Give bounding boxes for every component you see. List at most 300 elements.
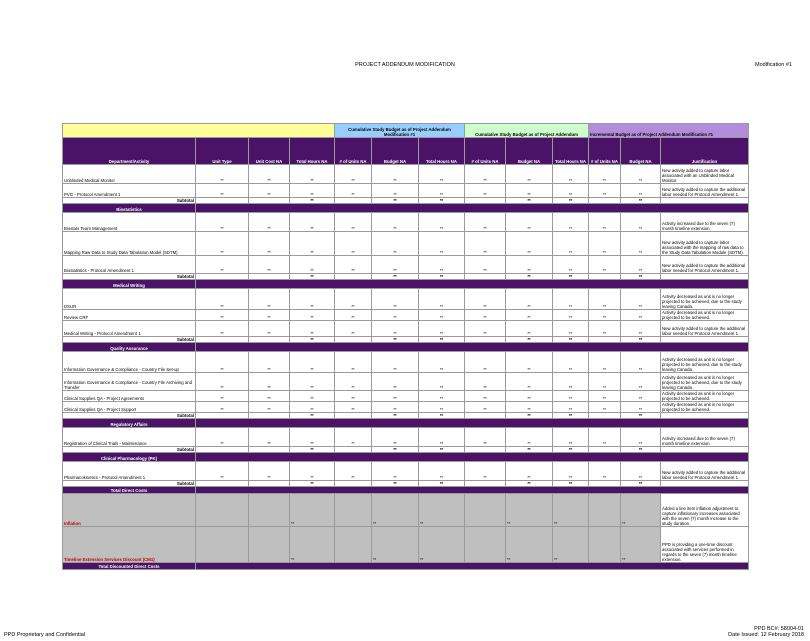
value-cell: ** [196, 165, 249, 184]
value-cell: ** [290, 447, 335, 453]
value-cell: ** [553, 527, 589, 563]
value-cell: ** [589, 402, 621, 413]
value-cell: ** [506, 274, 553, 280]
col-units: # of Units NA [335, 138, 372, 165]
col-total-hours-2: Total Hours NA [419, 138, 465, 165]
col-inc-hours: Total Hours NA [553, 138, 589, 165]
value-cell: ** [621, 337, 661, 343]
value-cell: ** [372, 289, 419, 310]
value-cell: ** [372, 373, 419, 391]
empty-cell [589, 494, 621, 527]
value-cell: ** [506, 413, 553, 419]
empty-cell [589, 527, 621, 563]
value-cell: ** [553, 256, 589, 274]
value-cell: ** [589, 321, 621, 337]
value-cell: ** [621, 232, 661, 256]
value-cell: ** [419, 232, 465, 256]
value-cell: ** [196, 289, 249, 310]
value-cell: ** [553, 184, 589, 198]
section-fill [196, 419, 749, 428]
value-cell: ** [589, 462, 621, 481]
total-label: Total Direct Costs [63, 487, 196, 494]
justification-text: Added a line item inflation adjustment to capture inflationary increases associated with the seven (7) month increase to the study duration. [661, 494, 749, 527]
value-cell: ** [553, 310, 589, 321]
value-cell: ** [290, 184, 335, 198]
value-cell: ** [589, 184, 621, 198]
section-header-row [63, 280, 749, 289]
section-title: Medical Writing [63, 280, 196, 289]
group-cumulative-addendum-short: Cumulative Study Budget as of Project Addendum [465, 124, 589, 138]
activity-name: Pharmacokinetics - Protocol Amendment 1 [63, 462, 196, 481]
value-cell: ** [419, 413, 465, 419]
value-cell: ** [419, 337, 465, 343]
value-cell: ** [335, 256, 372, 274]
table-row [63, 352, 749, 373]
discount-row [63, 527, 749, 563]
justification-text: Activity decreased as unit is no longer projected to be achieved, due to the study leaving Canada. [661, 289, 749, 310]
footer-date-issued: Date Issued: 12 February 2018 [728, 632, 804, 638]
col-budget: Budget NA [372, 138, 419, 165]
justification-text: New activity added to capture labor associated with an Unblinded Medical Monitor. [661, 165, 749, 184]
value-cell: ** [589, 373, 621, 391]
table-row [63, 256, 749, 274]
value-cell: ** [589, 256, 621, 274]
section-header-row [63, 343, 749, 352]
value-cell: ** [196, 256, 249, 274]
value-cell: ** [419, 428, 465, 447]
value-cell: ** [465, 391, 506, 402]
value-cell: ** [419, 527, 465, 563]
value-cell: ** [290, 198, 335, 204]
section-title: Regulatory Affairs [63, 419, 196, 428]
group-cumulative-addendum: Cumulative Study Budget as of Project Addendum Modification #1 [335, 124, 465, 138]
value-cell: ** [621, 310, 661, 321]
value-cell: ** [335, 462, 372, 481]
activity-name: Medical Writing - Protocol Amendment 1 [63, 321, 196, 337]
value-cell: ** [372, 274, 419, 280]
value-cell: ** [621, 213, 661, 232]
section-title: Quality Assurance [63, 343, 196, 352]
value-cell: ** [290, 289, 335, 310]
value-cell: ** [506, 321, 553, 337]
value-cell: ** [335, 352, 372, 373]
value-cell: ** [372, 256, 419, 274]
justification-text: Activity decreased as unit is no longer projected to be achieved, due to the study leaving Canada. [661, 373, 749, 391]
value-cell: ** [553, 462, 589, 481]
value-cell: ** [465, 289, 506, 310]
value-cell: ** [196, 232, 249, 256]
value-cell: ** [553, 352, 589, 373]
value-cell: ** [621, 527, 661, 563]
value-cell: ** [553, 447, 589, 453]
value-cell: ** [419, 213, 465, 232]
col-inc-units: # of Units NA [589, 138, 621, 165]
value-cell: ** [372, 462, 419, 481]
table-row [63, 213, 749, 232]
total-fill [196, 563, 749, 570]
value-cell: ** [465, 256, 506, 274]
table-row [63, 184, 749, 198]
value-cell: ** [506, 481, 553, 487]
value-cell: ** [335, 232, 372, 256]
value-cell: ** [506, 232, 553, 256]
value-cell: ** [372, 413, 419, 419]
activity-name: PVG - Protocol Amendment 1 [63, 184, 196, 198]
value-cell: ** [419, 462, 465, 481]
value-cell: ** [290, 352, 335, 373]
value-cell: ** [506, 352, 553, 373]
footer-doc-info [728, 626, 804, 638]
value-cell: ** [372, 184, 419, 198]
value-cell: ** [506, 198, 553, 204]
subtotal-label: Subtotal [63, 413, 196, 419]
value-cell: ** [419, 352, 465, 373]
empty-cell [465, 494, 506, 527]
value-cell: ** [419, 373, 465, 391]
subtotal-label: Subtotal [63, 447, 196, 453]
section-fill [196, 280, 749, 289]
value-cell: ** [465, 462, 506, 481]
justification-text: Activity increased due to the seven (7) month timeline extension. [661, 213, 749, 232]
col-units-2: # of Units NA [465, 138, 506, 165]
modification-number: Modification #1 [755, 62, 792, 68]
activity-name: Biostatistics - Protocol Amendment 1 [63, 256, 196, 274]
section-fill [196, 204, 749, 213]
value-cell: ** [249, 310, 290, 321]
subtotal-label: Subtotal [63, 337, 196, 343]
value-cell: ** [419, 289, 465, 310]
value-cell: ** [621, 274, 661, 280]
value-cell: ** [589, 310, 621, 321]
table-row [63, 289, 749, 310]
col-department: Department/Activity [63, 138, 196, 165]
value-cell: ** [335, 391, 372, 402]
value-cell: ** [290, 337, 335, 343]
col-unit-type: Unit Type [196, 138, 249, 165]
value-cell: ** [196, 184, 249, 198]
value-cell: ** [621, 165, 661, 184]
section-fill [196, 453, 749, 462]
justification-text: New activity added to capture the additional labor needed for Protocol Amendment 1. [661, 321, 749, 337]
value-cell: ** [553, 213, 589, 232]
activity-name: Review CRF [63, 310, 196, 321]
justification-text: New activity added to capture the additional labor needed for Protocol Amendment 1. [661, 184, 749, 198]
value-cell: ** [621, 289, 661, 310]
total-label: Total Discounted Direct Costs [63, 563, 196, 570]
total-discounted-costs-row [63, 563, 749, 570]
value-cell: ** [290, 256, 335, 274]
value-cell: ** [372, 310, 419, 321]
value-cell: ** [553, 494, 589, 527]
value-cell: ** [372, 494, 419, 527]
empty-cell [465, 527, 506, 563]
value-cell: ** [621, 352, 661, 373]
value-cell: ** [506, 402, 553, 413]
value-cell: ** [506, 428, 553, 447]
value-cell: ** [419, 184, 465, 198]
footer-confidential: PPD Proprietary and Confidential [4, 632, 86, 638]
value-cell: ** [249, 428, 290, 447]
value-cell: ** [335, 289, 372, 310]
activity-name: Information Governance & Compliance - Country File Set-up [63, 352, 196, 373]
subtotal-label: Subtotal [63, 198, 196, 204]
table-row [63, 165, 749, 184]
value-cell: ** [465, 402, 506, 413]
value-cell: ** [372, 213, 419, 232]
value-cell: ** [372, 232, 419, 256]
budget-table [62, 123, 749, 570]
value-cell: ** [290, 321, 335, 337]
value-cell: ** [621, 402, 661, 413]
group-header-blank [63, 124, 335, 138]
value-cell: ** [621, 321, 661, 337]
value-cell: ** [196, 352, 249, 373]
value-cell: ** [419, 310, 465, 321]
justification-text: Activity decreased as unit is no longer projected to be achieved. [661, 310, 749, 321]
value-cell: ** [621, 462, 661, 481]
col-inc-budget: Budget NA [621, 138, 661, 165]
value-cell: ** [621, 494, 661, 527]
justification-text: Activity decreased as unit is no longer projected to be achieved, due to the study leaving Canada. [661, 352, 749, 373]
value-cell: ** [506, 289, 553, 310]
value-cell: ** [465, 213, 506, 232]
empty-cell [196, 494, 249, 527]
value-cell: ** [290, 428, 335, 447]
value-cell: ** [290, 310, 335, 321]
value-cell: ** [335, 310, 372, 321]
value-cell: ** [372, 165, 419, 184]
subtotal-label: Subtotal [63, 481, 196, 487]
col-unit-cost: Unit Cost NA [249, 138, 290, 165]
value-cell: ** [290, 494, 335, 527]
empty-cell [335, 527, 372, 563]
value-cell: ** [621, 256, 661, 274]
value-cell: ** [372, 321, 419, 337]
column-header-row [63, 138, 749, 165]
table-row [63, 428, 749, 447]
value-cell: ** [419, 321, 465, 337]
section-header-row [63, 453, 749, 462]
value-cell: ** [290, 373, 335, 391]
justification-text: Activity decreased as unit is no longer projected to be achieved. [661, 391, 749, 402]
total-direct-costs-row [63, 487, 749, 494]
activity-name: Biostats Team Management [63, 213, 196, 232]
value-cell: ** [372, 428, 419, 447]
value-cell: ** [290, 232, 335, 256]
value-cell: ** [621, 184, 661, 198]
value-cell: ** [372, 352, 419, 373]
value-cell: ** [372, 527, 419, 563]
justification-text: Activity increased due to the seven (7) month timeline extension. [661, 428, 749, 447]
value-cell: ** [589, 352, 621, 373]
value-cell: ** [506, 165, 553, 184]
value-cell: ** [372, 447, 419, 453]
justification-text: New activity added to capture labor associated with the mapping of raw data to the Study Data Tabulation Module (SDTM). [661, 232, 749, 256]
value-cell: ** [506, 447, 553, 453]
value-cell: ** [419, 274, 465, 280]
total-fill [196, 487, 749, 494]
section-header-row [63, 419, 749, 428]
value-cell: ** [465, 310, 506, 321]
value-cell: ** [506, 462, 553, 481]
value-cell: ** [196, 428, 249, 447]
value-cell: ** [372, 481, 419, 487]
footer-bc-number: PPD BC#: 58004-01 [754, 626, 804, 632]
value-cell: ** [419, 447, 465, 453]
group-header-row [63, 124, 749, 138]
value-cell: ** [290, 462, 335, 481]
value-cell: ** [553, 413, 589, 419]
value-cell: ** [372, 391, 419, 402]
value-cell: ** [196, 213, 249, 232]
value-cell: ** [506, 184, 553, 198]
value-cell: ** [621, 373, 661, 391]
adjustment-label: Timeline Extension Services Discount (CM1) [63, 527, 196, 563]
value-cell: ** [335, 373, 372, 391]
value-cell: ** [621, 447, 661, 453]
value-cell: ** [196, 391, 249, 402]
value-cell: ** [196, 310, 249, 321]
activity-name: Mapping Raw Data to Study Data Tabulation Model (SDTM) [63, 232, 196, 256]
value-cell: ** [553, 428, 589, 447]
table-row [63, 402, 749, 413]
value-cell: ** [553, 481, 589, 487]
value-cell: ** [465, 232, 506, 256]
value-cell: ** [419, 481, 465, 487]
value-cell: ** [465, 165, 506, 184]
justification-text: Activity decreased as unit is no longer projected to be achieved. [661, 402, 749, 413]
value-cell: ** [621, 198, 661, 204]
value-cell: ** [290, 402, 335, 413]
value-cell: ** [372, 402, 419, 413]
justification-text: New activity added to capture the additional labor needed for Protocol Amendment 1. [661, 256, 749, 274]
value-cell: ** [553, 165, 589, 184]
value-cell: ** [196, 462, 249, 481]
table-row [63, 232, 749, 256]
value-cell: ** [290, 481, 335, 487]
value-cell: ** [290, 213, 335, 232]
activity-name: Clinical Supplies QA - Project Support [63, 402, 196, 413]
value-cell: ** [589, 232, 621, 256]
col-justification: Justification [661, 138, 749, 165]
value-cell: ** [553, 232, 589, 256]
value-cell: ** [249, 232, 290, 256]
value-cell: ** [553, 289, 589, 310]
value-cell: ** [465, 352, 506, 373]
value-cell: ** [290, 274, 335, 280]
value-cell: ** [335, 321, 372, 337]
value-cell: ** [621, 413, 661, 419]
value-cell: ** [553, 337, 589, 343]
activity-name: Registration of Clinical Trials - Maintenance [63, 428, 196, 447]
col-budget-2: Budget NA [506, 138, 553, 165]
value-cell: ** [506, 256, 553, 274]
value-cell: ** [419, 391, 465, 402]
value-cell: ** [249, 256, 290, 274]
empty-cell [196, 527, 249, 563]
section-fill [196, 343, 749, 352]
value-cell: ** [465, 321, 506, 337]
value-cell: ** [335, 165, 372, 184]
value-cell: ** [465, 373, 506, 391]
value-cell: ** [506, 310, 553, 321]
value-cell: ** [506, 494, 553, 527]
value-cell: ** [372, 198, 419, 204]
col-total-hours: Total Hours NA [290, 138, 335, 165]
table-row [63, 391, 749, 402]
value-cell: ** [335, 213, 372, 232]
value-cell: ** [589, 165, 621, 184]
value-cell: ** [506, 337, 553, 343]
value-cell: ** [419, 402, 465, 413]
value-cell: ** [290, 413, 335, 419]
value-cell: ** [372, 337, 419, 343]
value-cell: ** [419, 256, 465, 274]
justification-text: PPD is providing a one-time discount associated with services performed in regards to the seven (7) month timeline extension. [661, 527, 749, 563]
value-cell: ** [589, 391, 621, 402]
value-cell: ** [249, 373, 290, 391]
value-cell: ** [290, 527, 335, 563]
value-cell: ** [249, 462, 290, 481]
value-cell: ** [465, 184, 506, 198]
table-row [63, 310, 749, 321]
value-cell: ** [621, 428, 661, 447]
value-cell: ** [249, 289, 290, 310]
section-title: Biostatistics [63, 204, 196, 213]
value-cell: ** [621, 391, 661, 402]
value-cell: ** [290, 391, 335, 402]
adjustment-label: Inflation [63, 494, 196, 527]
value-cell: ** [506, 373, 553, 391]
value-cell: ** [589, 213, 621, 232]
inflation-row [63, 494, 749, 527]
value-cell: ** [589, 428, 621, 447]
table-body [63, 165, 749, 570]
value-cell: ** [553, 373, 589, 391]
value-cell: ** [553, 274, 589, 280]
value-cell: ** [290, 165, 335, 184]
table-row [63, 321, 749, 337]
activity-name: Unblinded Medical Monitor [63, 165, 196, 184]
table-row [63, 373, 749, 391]
value-cell: ** [553, 321, 589, 337]
value-cell: ** [249, 391, 290, 402]
value-cell: ** [506, 527, 553, 563]
activity-name: DSUR [63, 289, 196, 310]
activity-name: Clinical Supplies QA - Project Agreements [63, 391, 196, 402]
value-cell: ** [335, 428, 372, 447]
value-cell: ** [196, 321, 249, 337]
empty-cell [335, 494, 372, 527]
table-row [63, 462, 749, 481]
value-cell: ** [589, 289, 621, 310]
value-cell: ** [249, 213, 290, 232]
value-cell: ** [249, 352, 290, 373]
value-cell: ** [506, 391, 553, 402]
value-cell: ** [506, 213, 553, 232]
activity-name: Information Governance & Compliance - Country File Archiving and Transfer [63, 373, 196, 391]
justification-text: New activity added to capture the additional labor needed for Protocol Amendment 1. [661, 462, 749, 481]
value-cell: ** [249, 184, 290, 198]
value-cell: ** [249, 321, 290, 337]
value-cell: ** [419, 494, 465, 527]
value-cell: ** [553, 391, 589, 402]
value-cell: ** [553, 198, 589, 204]
value-cell: ** [621, 481, 661, 487]
subtotal-label: Subtotal [63, 274, 196, 280]
value-cell: ** [249, 402, 290, 413]
value-cell: ** [196, 373, 249, 391]
